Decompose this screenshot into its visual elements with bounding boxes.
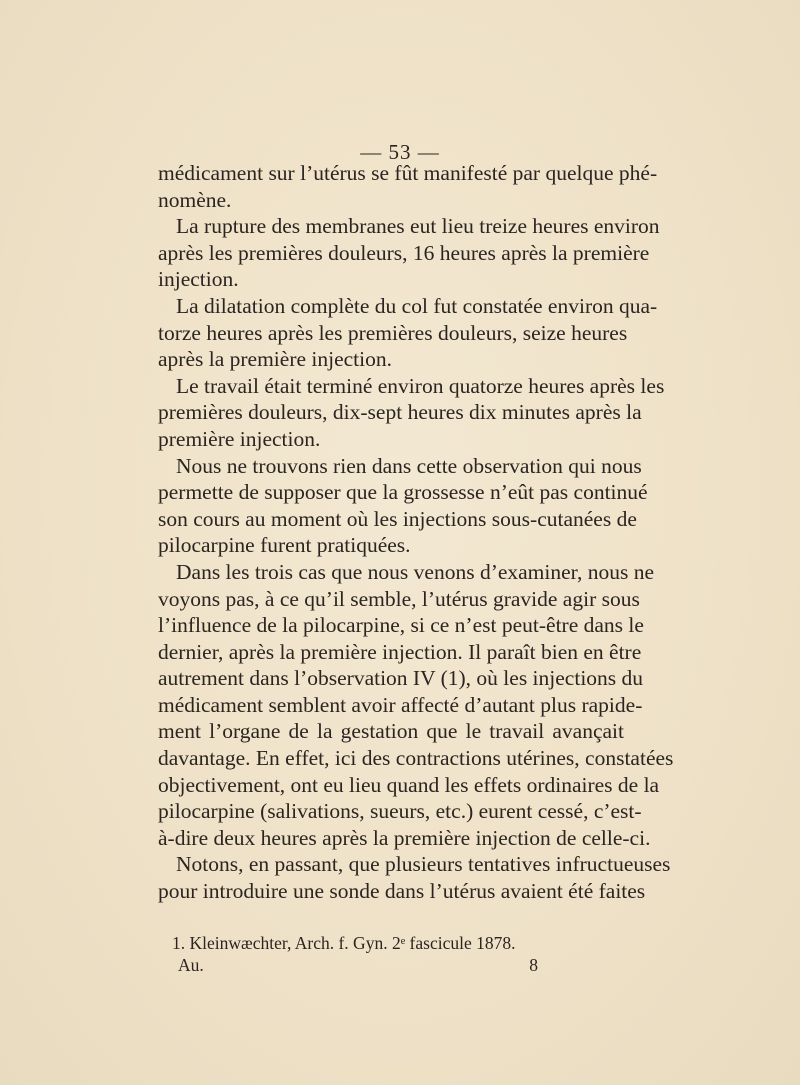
signature-right: 8	[529, 955, 538, 975]
text-line: La dilatation complète du col fut constatée environ qua-	[176, 293, 658, 318]
printer-signature	[158, 954, 538, 976]
text-line: médicament sur l’utérus se fût manifesté par quelque phé-	[158, 161, 658, 185]
text-line: Notons, en passant, que plusieurs tentatives infructueuses	[176, 852, 671, 877]
text-line: premières douleurs, dix-sept heures dix minutes après la	[158, 400, 642, 425]
text-line: première injection.	[158, 426, 321, 451]
footnote-text: 1. Kleinwæchter, Arch. f. Gyn. 2ᵉ fascicule 1878.	[172, 933, 516, 953]
text-line: ment l’organe de la gestation que le travail avançait	[158, 719, 624, 744]
text-line: permette de supposer que la grossesse n’eût pas continué	[158, 480, 648, 505]
text-line: Le travail était terminé environ quatorze heures après les	[176, 373, 665, 398]
text-line: injection.	[158, 267, 239, 292]
text-line: à-dire deux heures après la première injection de celle-ci.	[158, 825, 651, 850]
page-number: — 53 —	[360, 140, 440, 164]
text-line: l’influence de la pilocarpine, si ce n’est peut-être dans le	[158, 613, 644, 638]
signature-left: Au.	[178, 955, 204, 975]
text-line: davantage. En effet, ici des contractions utérines, constatées	[158, 746, 674, 771]
text-line: objectivement, ont eu lieu quand les effets ordinaires de la	[158, 772, 660, 797]
text-line: pilocarpine (salivations, sueurs, etc.) eurent cessé, c’est-	[158, 799, 642, 824]
text-line: après les premières douleurs, 16 heures après la première	[158, 240, 650, 265]
text-line: après la première injection.	[158, 347, 393, 372]
text-line: La rupture des membranes eut lieu treize heures environ	[176, 214, 660, 239]
text-line: voyons pas, à ce qu’il semble, l’utérus gravide agir sous	[158, 586, 640, 611]
text-line: médicament semblent avoir affecté d’autant plus rapide-	[158, 692, 643, 717]
body-text	[158, 160, 674, 905]
text-line: Nous ne trouvons rien dans cette observation qui nous	[176, 453, 642, 478]
text-line: pour introduire une sonde dans l’utérus avaient été faites	[158, 879, 646, 904]
text-line: nomène.	[158, 187, 232, 212]
text-line: torze heures après les premières douleurs, seize heures	[158, 320, 628, 345]
text-line: pilocarpine furent pratiquées.	[158, 533, 411, 558]
text-line: autrement dans l’observation IV (1), où les injections du	[158, 666, 644, 691]
text-line: dernier, après la première injection. Il paraît bien en être	[158, 639, 642, 664]
footnote	[158, 932, 538, 976]
text-line: son cours au moment où les injections sous-cutanées de	[158, 506, 637, 531]
text-line: Dans les trois cas que nous venons d’examiner, nous ne	[176, 559, 655, 584]
